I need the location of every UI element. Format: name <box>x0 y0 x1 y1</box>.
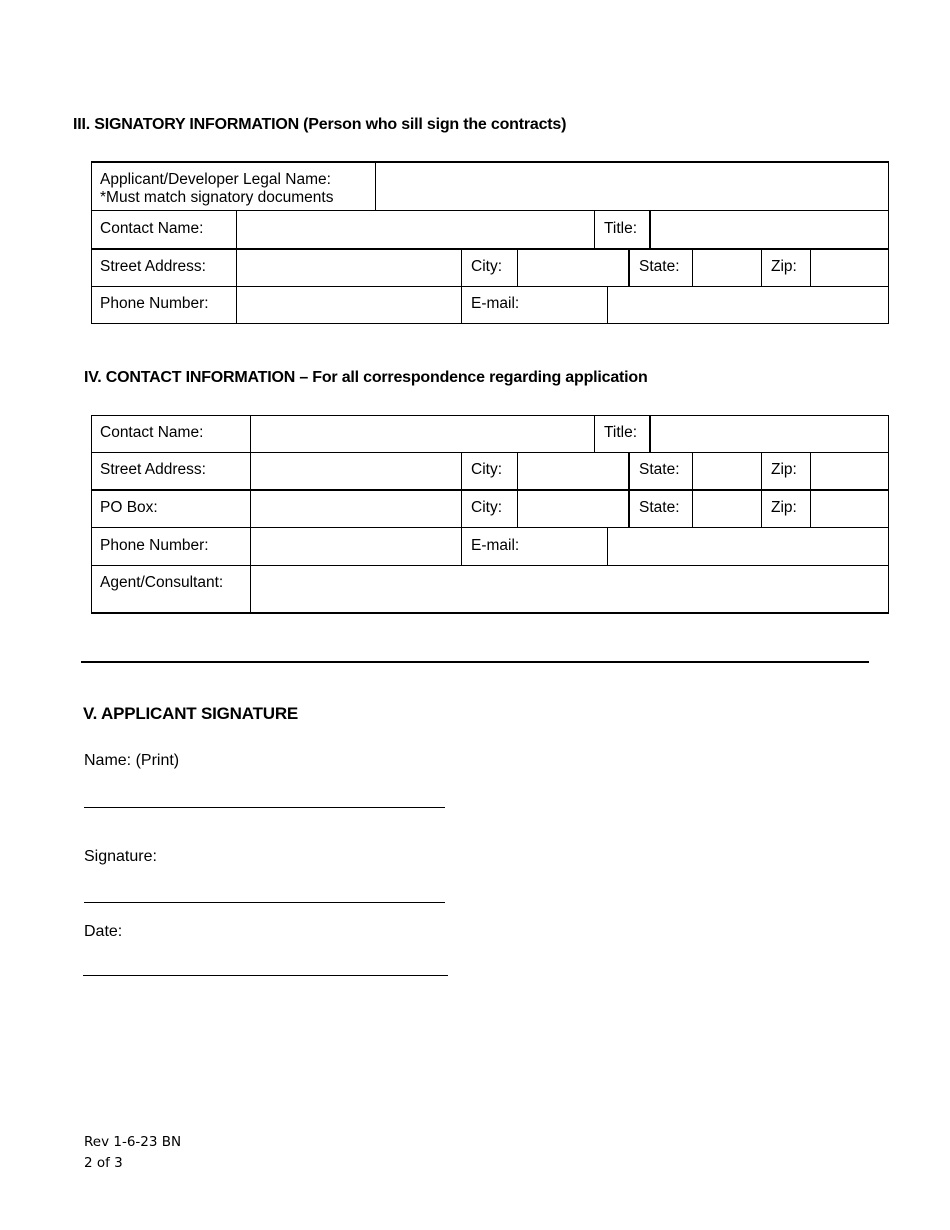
section-4-heading: IV. CONTACT INFORMATION – For all correspondence regarding application <box>84 369 648 386</box>
legal-name-label: Applicant/Developer Legal Name: <box>100 171 331 188</box>
city-field-2[interactable] <box>519 454 627 488</box>
contact-name-label-2: Contact Name: <box>100 424 204 441</box>
legal-name-note: *Must match signatory documents <box>100 189 334 206</box>
phone-number-label: Phone Number: <box>100 295 209 312</box>
zip-label: Zip: <box>771 258 797 275</box>
legal-name-field[interactable] <box>377 163 887 209</box>
title-label-2: Title: <box>604 424 638 441</box>
contact-name-field-2[interactable] <box>252 417 593 451</box>
street-address-field[interactable] <box>238 250 460 285</box>
city-label-2: City: <box>471 461 502 478</box>
contact-name-field[interactable] <box>238 212 593 247</box>
email-label: E-mail: <box>471 295 520 312</box>
po-state-field[interactable] <box>694 492 760 526</box>
zip-label-2: Zip: <box>771 461 797 478</box>
po-zip-label: Zip: <box>771 499 797 516</box>
print-name-line[interactable] <box>84 807 445 808</box>
state-field-2[interactable] <box>694 454 760 488</box>
title-field[interactable] <box>652 212 887 247</box>
email-field[interactable] <box>609 288 887 322</box>
agent-consultant-label: Agent/Consultant: <box>100 574 224 591</box>
page-number: 2 of 3 <box>84 1155 123 1171</box>
phone-number-label-2: Phone Number: <box>100 537 209 554</box>
po-box-label: PO Box: <box>100 499 158 516</box>
po-box-field[interactable] <box>252 492 460 526</box>
zip-field[interactable] <box>812 250 887 285</box>
state-field[interactable] <box>694 250 760 285</box>
section-5-heading: V. APPLICANT SIGNATURE <box>83 704 299 723</box>
street-address-label: Street Address: <box>100 258 206 275</box>
state-label-2: State: <box>639 461 680 478</box>
revision-label: Rev 1-6-23 BN <box>84 1134 182 1150</box>
state-label: State: <box>639 258 680 275</box>
contact-name-label: Contact Name: <box>100 220 204 237</box>
email-label-2: E-mail: <box>471 537 520 554</box>
signature-line[interactable] <box>84 902 445 903</box>
section-divider <box>81 661 869 663</box>
po-zip-field[interactable] <box>812 492 887 526</box>
phone-number-field-2[interactable] <box>252 529 460 564</box>
signature-label: Signature: <box>84 848 157 865</box>
city-field[interactable] <box>519 250 627 285</box>
email-field-2[interactable] <box>609 529 887 564</box>
po-city-field[interactable] <box>519 492 627 526</box>
city-label: City: <box>471 258 502 275</box>
po-city-label: City: <box>471 499 502 516</box>
street-address-field-2[interactable] <box>252 454 460 488</box>
date-line[interactable] <box>83 975 448 976</box>
print-name-label: Name: (Print) <box>84 752 180 769</box>
zip-field-2[interactable] <box>812 454 887 488</box>
phone-number-field[interactable] <box>238 288 460 322</box>
title-label: Title: <box>604 220 638 237</box>
title-field-2[interactable] <box>652 417 887 451</box>
street-address-label-2: Street Address: <box>100 461 206 478</box>
section-3-heading: III. SIGNATORY INFORMATION (Person who sill sign the contracts) <box>73 116 567 133</box>
agent-consultant-field[interactable] <box>252 567 887 611</box>
date-label: Date: <box>84 923 123 940</box>
po-state-label: State: <box>639 499 680 516</box>
